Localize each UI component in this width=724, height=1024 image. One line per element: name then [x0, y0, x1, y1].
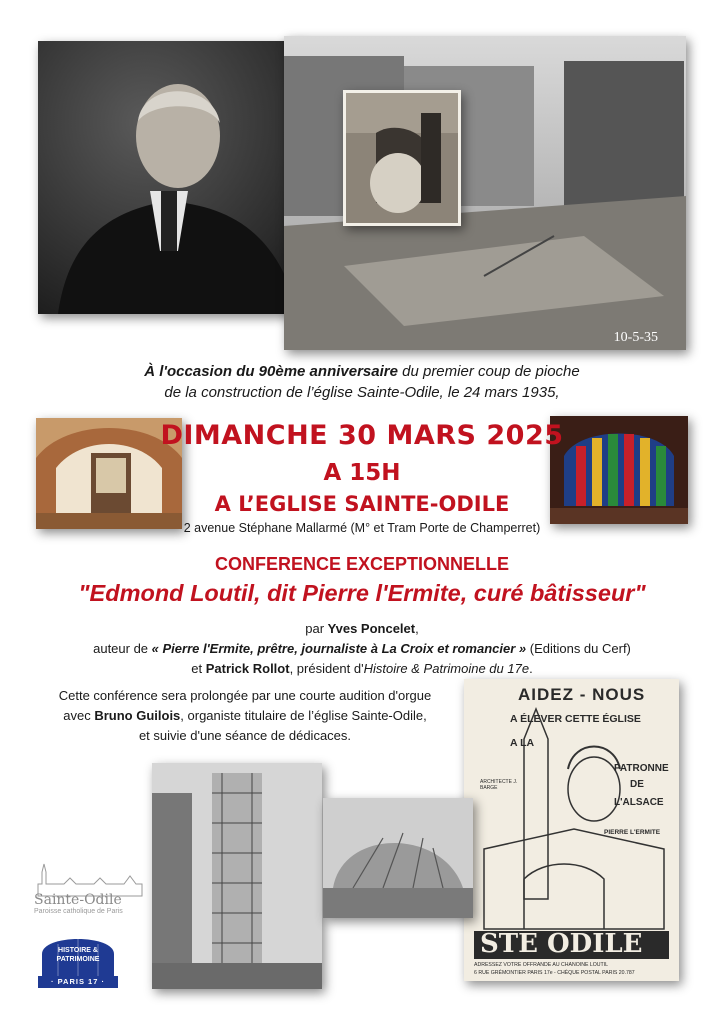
extension-prefix: avec: [63, 708, 95, 723]
extension-text: [40, 686, 450, 746]
hp-line1: HISTOIRE &: [58, 947, 98, 954]
poster-line1: AIDEZ - NOUS: [518, 685, 646, 704]
speaker2-name: Patrick Rollot: [205, 661, 290, 676]
poster-author: PIERRE L'ERMITE: [604, 829, 661, 836]
poster-architect: ARCHITECTE J. BARGE: [480, 779, 518, 791]
conference-title: "Edmond Loutil, dit Pierre l'Ermite, curé bâtisseur": [78, 580, 646, 606]
parish-name: Sainte-Odile: [34, 892, 122, 908]
intro-line1: du premier coup de pioche: [397, 363, 580, 380]
intro-text: [0, 361, 724, 403]
vintage-poster: [464, 679, 679, 981]
event-address: 2 avenue Stéphane Mallarmé (M° et Tram Porte de Champerret): [183, 521, 541, 535]
by-prefix: par: [305, 621, 328, 636]
extension-line1: Cette conférence sera prolongée par une courte audition d'orgue: [58, 688, 432, 703]
portrait-photo: [38, 41, 306, 314]
and-prefix: et: [191, 661, 206, 676]
hp-line2: PATRIMOINE: [56, 956, 100, 963]
poster-line3a: A LA: [510, 737, 535, 749]
event-place: A L’EGLISE SAINTE-ODILE: [214, 492, 510, 516]
organist-name: Bruno Guilois: [94, 708, 181, 723]
intro-bold: À l'occasion du 90ème anniversaire: [144, 363, 398, 380]
book-title: « Pierre l'Ermite, prêtre, journaliste à La Croix et romancier »: [151, 641, 527, 656]
histoire-patrimoine-logo: [38, 932, 118, 988]
end-dot: .: [529, 661, 533, 676]
poster-line3b: PATRONNE: [614, 763, 669, 774]
dome-construction-photo: [323, 798, 473, 918]
speakers-text: [0, 619, 724, 679]
tower-construction-photo: [152, 763, 322, 989]
speaker1-name: Yves Poncelet: [327, 621, 416, 636]
parish-subtitle: Paroisse catholique de Paris: [34, 908, 123, 915]
extension-line3: et suivie d'une séance de dédicaces.: [138, 728, 352, 743]
parish-logo: [34, 858, 146, 920]
speaker1-suffix: ,: [415, 621, 419, 636]
extension-line2: , organiste titulaire de l’église Sainte-Odile,: [180, 708, 427, 723]
poster-footer1: ADRESSEZ VOTRE OFFRANDE AU CHANOINE LOUTIL: [474, 962, 609, 968]
conference-heading: CONFERENCE EXCEPTIONNELLE: [214, 554, 510, 574]
photo-date-caption: 10-5-35: [613, 330, 658, 345]
poster-footer2: 6 RUE GRÉMONTIER PARIS 17e - CHÈQUE POSTAL PARIS 20.787: [474, 970, 635, 976]
intro-line2: de la construction de l’église Sainte-Odile, le 24 mars 1935,: [164, 384, 560, 401]
publisher: (Editions du Cerf): [526, 641, 631, 656]
ceremony-inset-photo: [343, 90, 461, 226]
society-name: Histoire & Patrimoine du 17e: [363, 661, 530, 676]
poster-line4: DE: [630, 779, 644, 790]
poster-name: STE ODILE: [480, 929, 643, 959]
author-prefix: auteur de: [93, 641, 152, 656]
speaker2-role: , président d': [289, 661, 364, 676]
poster-line2: A ÉLEVER CETTE ÉGLISE: [510, 713, 641, 725]
event-time: A 15H: [323, 460, 401, 486]
event-date: DIMANCHE 30 MARS 2025: [160, 420, 564, 451]
hp-line3: · PARIS 17 ·: [51, 977, 105, 986]
poster-line5: L'ALSACE: [614, 797, 664, 808]
